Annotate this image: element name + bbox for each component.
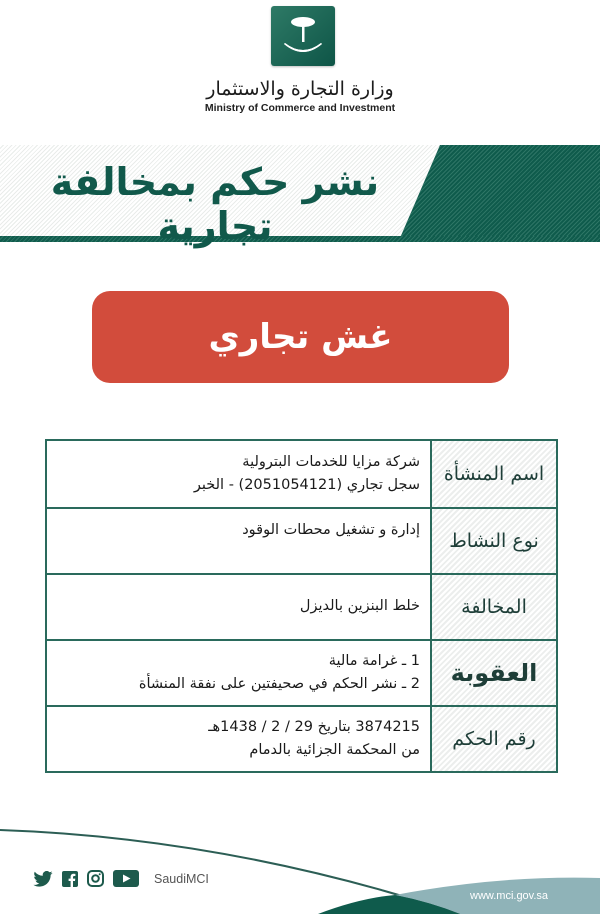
row-value — [47, 509, 430, 573]
social-links — [33, 870, 209, 887]
violation-category-label: غش تجاري — [208, 317, 393, 357]
row-value — [47, 707, 430, 771]
violation-category-badge — [92, 291, 509, 383]
twitter-icon[interactable] — [33, 871, 53, 887]
penalty-item-1: 1 ـ غرامة مالية — [328, 652, 420, 669]
penalty-item-2: 2 ـ نشر الحكم في صحيفتين على نفقة المنشأة — [138, 676, 420, 692]
facebook-icon[interactable] — [62, 871, 78, 887]
table-row-establishment — [47, 441, 556, 507]
row-label: نوع النشاط — [430, 509, 556, 573]
ruling-details-table — [45, 439, 558, 773]
row-label: العقوبة — [430, 641, 556, 705]
row-value — [47, 641, 430, 705]
social-handle[interactable]: SaudiMCI — [154, 871, 209, 886]
issuing-court: من المحكمة الجزائية بالدمام — [249, 742, 420, 758]
saudi-emblem-icon — [281, 13, 325, 59]
establishment-name: شركة مزايا للخدمات البترولية — [242, 453, 420, 470]
ministry-logo — [271, 6, 335, 66]
page-title: نشر حكم بمخالفة تجارية — [50, 160, 380, 248]
row-value — [47, 575, 430, 639]
activity-type: إدارة و تشغيل محطات الوقود — [242, 522, 420, 538]
instagram-icon[interactable] — [87, 870, 104, 887]
table-row-ruling-number — [47, 705, 556, 771]
table-row-violation — [47, 573, 556, 639]
commercial-registration: سجل تجاري (2051054121) - الخبر — [193, 477, 420, 493]
row-value — [47, 441, 430, 507]
website-link[interactable]: www.mci.gov.sa — [470, 890, 549, 902]
ruling-number-date: 3874215 بتاريخ 29 / 2 / 1438هـ — [208, 718, 420, 735]
table-row-penalty — [47, 639, 556, 705]
row-label: المخالفة — [430, 575, 556, 639]
row-label: رقم الحكم — [430, 707, 556, 771]
violation-description: خلط البنزين بالديزل — [299, 598, 420, 615]
row-label: اسم المنشأة — [430, 441, 556, 507]
ministry-name-english: Ministry of Commerce and Investment — [204, 102, 396, 114]
table-row-activity — [47, 507, 556, 573]
youtube-icon[interactable] — [113, 870, 139, 887]
ministry-name-arabic: وزارة التجارة والاستثمار — [206, 78, 394, 100]
